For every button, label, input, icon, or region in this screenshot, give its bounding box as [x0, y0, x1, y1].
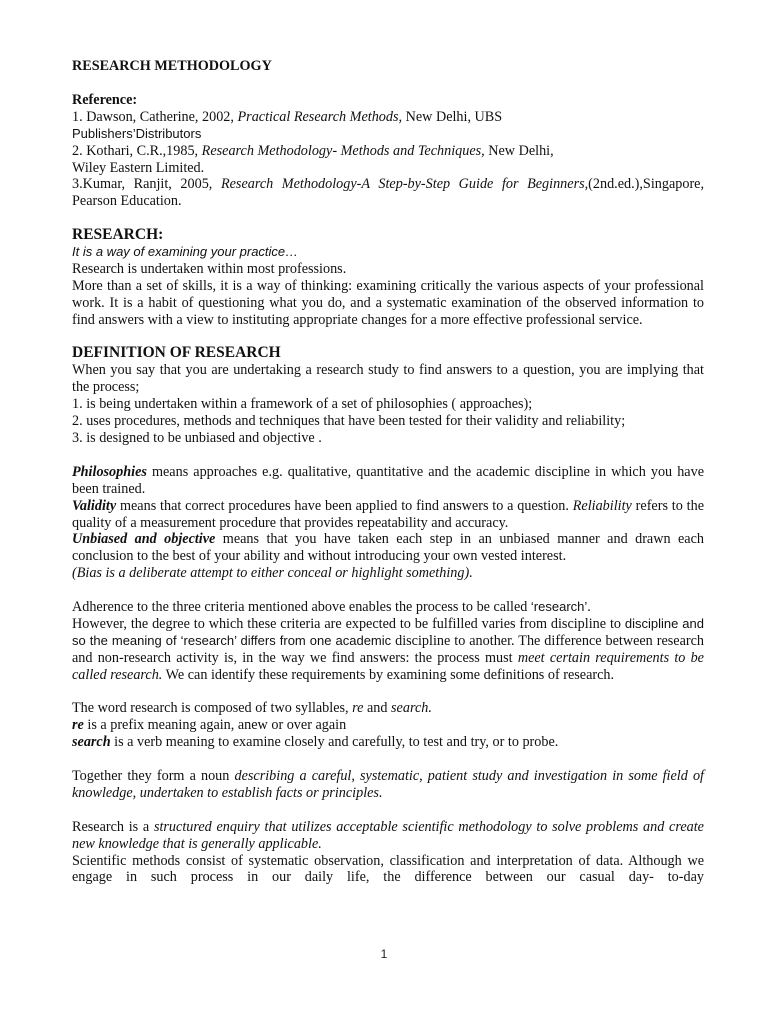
reference-2: 2. Kothari, C.R.,1985, Research Methodology- Methods and Techniques, New Delhi, [72, 142, 554, 159]
definition-item-2: 2. uses procedures, methods and techniques that have been tested for their validity and reliability; [72, 413, 626, 430]
document-page [72, 58, 704, 886]
validity-paragraph: Validity means that correct procedures have been applied to find answers to a question. Reliability refers to the quality of a measurement procedure that provides repeatability and accuracy. [72, 497, 704, 531]
definition-heading: DEFINITION OF RESEARCH [72, 344, 281, 362]
re-definition: re is a prefix meaning again, anew or over again [72, 717, 347, 734]
search-definition: search is a verb meaning to examine closely and carefully, to test and try, or to probe. [72, 734, 559, 751]
reference-3: 3.Kumar, Ranjit, 2005, Research Methodology-A Step-by-Step Guide for Beginners,(2nd.ed.),Singapore, Pearson Education. [72, 176, 705, 210]
reference-heading: Reference: [72, 91, 138, 108]
research-paragraph-1: Research is undertaken within most professions. [72, 260, 347, 277]
research-paragraph-2: More than a set of skills, it is a way of thinking: examining critically the various aspects of your professional work. It is a habit of questioning what you do, and a systematic examination of the observed information to find answers with a view to instituting appropriate changes for a more effective professional service. [72, 277, 704, 328]
reference-1-publisher: Publishers’Distributors [72, 125, 202, 141]
unbiased-paragraph: Unbiased and objective means that you have taken each step in an unbiased manner and drawn each conclusion to the best of your ability and without introducing your own vested interest. [72, 531, 704, 565]
definition-intro: When you say that you are undertaking a research study to find answers to a question, you are implying that the process; [72, 362, 704, 396]
philosophies-paragraph: Philosophies means approaches e.g. qualitative, quantitative and the academic discipline in which you have been trained. [72, 463, 704, 497]
discipline-paragraph: However, the degree to which these criteria are expected to be fulfilled varies from discipline to discipline and so the meaning of ‘research’ differs from one academic discipline to another. The difference between research and non-research activity is, in the way we find answers: the process must meet certain requirements to be called research. We can identify these requirements by examining some definitions of research. [72, 615, 704, 683]
bias-note: (Bias is a deliberate attempt to either conceal or highlight something). [72, 565, 473, 582]
document-title: RESEARCH METHODOLOGY [72, 58, 272, 74]
word-paragraph: The word research is composed of two syllables, re and search. [72, 700, 432, 717]
research-heading: RESEARCH: [72, 226, 164, 244]
adherence-paragraph: Adherence to the three criteria mentioned above enables the process to be called ‘research’. [72, 599, 591, 616]
reference-1: 1. Dawson, Catherine, 2002, Practical Research Methods, New Delhi, UBS [72, 108, 503, 125]
definition-item-1: 1. is being undertaken within a framework of a set of philosophies ( approaches); [72, 396, 533, 413]
reference-2-publisher: Wiley Eastern Limited. [72, 159, 205, 176]
structured-paragraph: Research is a structured enquiry that utilizes acceptable scientific methodology to solve problems and create new knowledge that is generally applicable. [72, 818, 704, 852]
together-paragraph: Together they form a noun describing a careful, systematic, patient study and investigation in some field of knowledge, undertaken to establish facts or principles. [72, 768, 704, 801]
scientific-methods-paragraph: Scientific methods consist of systematic observation, classification and interpretation of data. Although we engage in such process in our daily life, the difference between our casual day- to-day [72, 852, 704, 886]
page-number: 1 [380, 947, 388, 961]
research-tagline: It is a way of examining your practice… [72, 244, 299, 260]
definition-item-3: 3. is designed to be unbiased and objective . [72, 430, 322, 446]
